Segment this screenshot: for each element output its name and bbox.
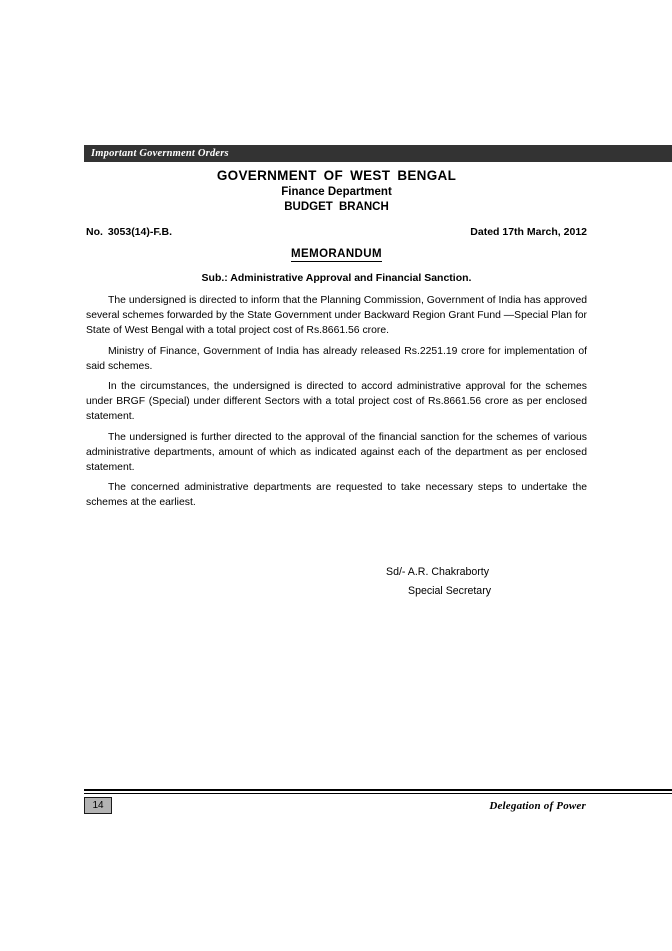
paragraph: In the circumstances, the undersigned is directed to accord administrative approval for the schemes under BRGF (Special) under different Sectors with a total project cost of Rs.8661.56 crore as per enclosed statement. [86,381,587,423]
body-copy [86,293,587,511]
signatory-name: Sd/- A.R. Chakraborty [386,565,490,578]
running-header-band [84,145,672,162]
footer-rule-top [84,789,672,791]
footer-rule-bottom [84,793,672,794]
paragraph: The undersigned is further directed to the approval of the financial sanction for the schemes of various administrative departments, amount of which as indicated against each of the department as per enclosed statement. [86,431,587,474]
page-title: GOVERNMENT OF WEST BENGAL [216,168,457,183]
memorandum-heading-text: MEMORANDUM [291,248,382,260]
subject-line: Sub.: Administrative Approval and Financial Sanction. [201,272,472,284]
reference-row [86,226,587,238]
footer-row [84,797,672,814]
paragraph: The undersigned is directed to inform that the Planning Commission, Government of India has approved several schemes forwarded by the State Government under Backward Region Grant Fund —Special Plan for State of West Bengal with a total project cost of Rs.8661.56 crore. [86,295,587,337]
paragraph: Ministry of Finance, Government of India has already released Rs.2251.19 crore for implementation of said schemes. [86,345,587,372]
document-body [86,168,587,601]
document-date: Dated 17th March, 2012 [470,226,587,238]
document-branch: BUDGET BRANCH [284,201,389,213]
document-title-block [86,168,587,213]
paragraph: The concerned administrative departments are requested to take necessary steps to undertake the schemes at the earliest. [86,482,587,509]
reference-number: No. 3053(14)-F.B. [86,226,173,238]
signatory-designation: Special Secretary [408,584,492,597]
footer-title: Delegation of Power [489,799,586,812]
signature-block [86,563,587,601]
document-subtitle: Finance Department [281,186,392,198]
memorandum-heading [86,248,587,260]
page-number: 14 [84,797,112,814]
running-header-label: Important Government Orders [91,148,229,159]
page-footer [84,789,672,814]
